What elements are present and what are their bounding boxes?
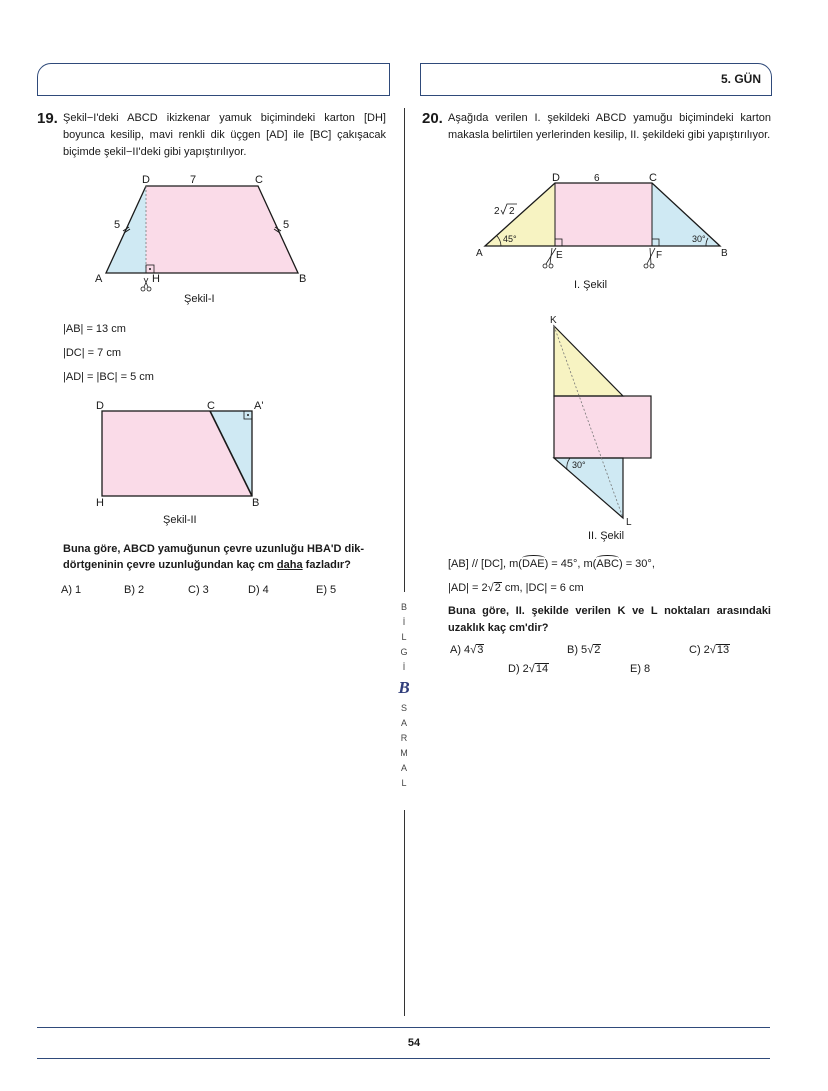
label-d: D <box>552 172 560 184</box>
label-b: B <box>721 248 728 259</box>
brand-letter: L <box>401 632 407 642</box>
q20-option-d[interactable]: D) 2√14 <box>508 663 549 675</box>
label-l: L <box>626 517 632 528</box>
footer-line-bottom <box>37 1058 770 1059</box>
label-ad-coef: 2 <box>494 206 500 217</box>
label-a-prime: A' <box>254 400 264 412</box>
q20-figure-1 <box>470 170 740 275</box>
label-k: K <box>550 315 557 326</box>
brand-letter: İ <box>402 617 406 627</box>
label-right: 5 <box>283 219 290 231</box>
footer-line-top <box>37 1027 770 1028</box>
q19-number: 19. <box>37 110 58 127</box>
given-ab: |AB| = 13 cm <box>63 323 126 335</box>
brand-letter: B <box>400 602 407 612</box>
header-left-box <box>37 63 390 96</box>
q19-text: Şekil−I'deki ABCD ikizkenar yamuk biçimindeki karton [DH] boyunca kesilip, mavi renkli dik üçgen [AD] ile [BC] çakışacak biçimde şekil−II'deki gibi yapıştırılıyor. <box>63 112 386 158</box>
q19-option-e[interactable]: E) 5 <box>316 584 337 596</box>
brand-letter: İ <box>402 662 406 672</box>
scissors-icon <box>644 248 655 268</box>
label-top: 7 <box>190 174 197 186</box>
q20-text: Aşağıda verilen I. şekildeki ABCD yamuğu biçimindeki karton makasla belirtilen yerlerinden kesilip, II. şekildeki gibi yapıştırılıyor. <box>448 112 771 141</box>
label-left: 5 <box>114 219 121 231</box>
q19-figure-2 <box>90 398 270 513</box>
q20-number: 20. <box>422 110 443 127</box>
brand-letter: S <box>400 703 407 713</box>
brand-letter: R <box>400 733 408 743</box>
label-a: A <box>476 248 483 259</box>
label-f: F <box>656 250 663 261</box>
label-c: C <box>207 400 215 412</box>
label-h: H <box>152 273 160 285</box>
q20-option-a[interactable]: A) 4√3 <box>450 644 484 656</box>
q19-option-a[interactable]: A) 1 <box>61 584 82 596</box>
q20-option-b[interactable]: B) 5√2 <box>567 644 601 656</box>
given-ad-bc: |AD| = |BC| = 5 cm <box>63 371 154 383</box>
column-divider <box>404 108 405 1016</box>
pink-rectangle <box>554 396 651 458</box>
scissors-icon <box>141 278 151 291</box>
given-dc: |DC| = 7 cm <box>63 347 121 359</box>
q20-option-e[interactable]: E) 8 <box>630 663 651 675</box>
label-b: B <box>299 273 307 285</box>
q19-option-d[interactable]: D) 4 <box>248 584 269 596</box>
q20-question: Buna göre, II. şekilde verilen K ve L noktaları arasındaki uzaklık kaç cm'dir? <box>448 605 771 634</box>
q19-fig1-caption: Şekil-I <box>184 293 215 305</box>
q20-figure-2 <box>540 313 670 533</box>
label-c: C <box>649 172 657 184</box>
label-b: B <box>252 497 260 509</box>
day-label: 5. GÜN <box>720 72 761 86</box>
brand-letter: L <box>401 778 407 788</box>
brand-letter: A <box>400 763 407 773</box>
label-e: E <box>556 250 563 261</box>
q20-fig2-caption: II. Şekil <box>588 530 625 542</box>
angle-a: 45° <box>503 234 517 244</box>
label-c: C <box>255 174 263 186</box>
brand-letter: M <box>400 748 408 758</box>
q20-given-2: |AD| = 2√2 cm, |DC| = 6 cm <box>448 582 584 594</box>
q19-question-line1: Buna göre, ABCD yamuğunun çevre uzunluğu HBA'D dik- <box>63 543 365 555</box>
header-right-box <box>420 63 772 96</box>
label-ad-rad: 2 <box>509 206 515 217</box>
label-h: H <box>96 497 104 509</box>
brand-letter: A <box>400 718 407 728</box>
pink-rectangle <box>555 183 652 246</box>
q19-option-b[interactable]: B) 2 <box>124 584 145 596</box>
label-a: A <box>95 273 103 285</box>
label-d: D <box>96 400 104 412</box>
q19-figure-1 <box>90 170 320 300</box>
label-d: D <box>142 174 150 186</box>
q20-option-c[interactable]: C) 2√13 <box>689 644 730 656</box>
brand-logo-icon: B <box>398 678 410 697</box>
scissors-icon <box>543 248 556 268</box>
label-top: 6 <box>594 173 600 184</box>
page-number: 54 <box>407 1037 421 1049</box>
q20-fig1-caption: I. Şekil <box>574 279 608 291</box>
q19-question-line2: dörtgeninin çevre uzunluğundan kaç cm daha fazladır? <box>63 559 351 571</box>
q20-given-1: [AB] // [DC], m(DAE) = 45°, m(ABC) = 30°, <box>448 558 655 570</box>
angle-b: 30° <box>692 234 706 244</box>
q19-fig2-caption: Şekil-II <box>163 514 197 526</box>
brand-letter: G <box>400 647 408 657</box>
angle-30: 30° <box>572 460 586 470</box>
q19-option-c[interactable]: C) 3 <box>188 584 209 596</box>
